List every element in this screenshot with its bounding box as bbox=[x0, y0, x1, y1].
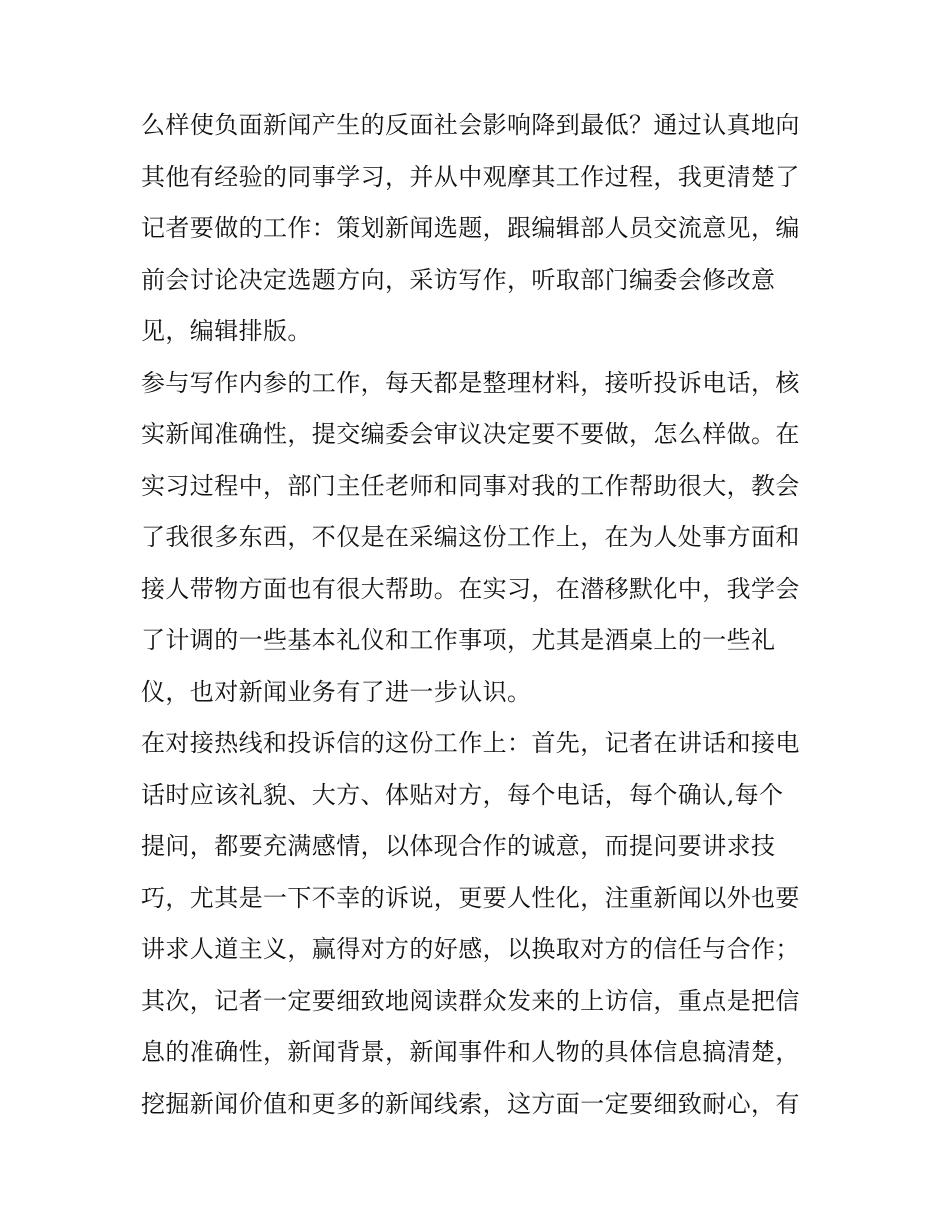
body-text bbox=[141, 100, 821, 1130]
text-line: 在对接热线和投诉信的这份工作上：首先，记者在讲话和接电 bbox=[141, 729, 800, 757]
text-line: 讲求人道主义，赢得对方的好感，以换取对方的信任与合作； bbox=[141, 935, 800, 963]
text-line: 参与写作内参的工作，每天都是整理材料，接听投诉电话，核 bbox=[141, 368, 800, 397]
text-line: 了计调的一些基本礼仪和工作事项，尤其是酒桌上的一些礼 bbox=[141, 626, 776, 654]
text-line: 其次，记者一定要细致地阅读群众发来的上访信，重点是把信 bbox=[141, 986, 800, 1015]
text-line: 么样使负面新闻产生的反面社会影响降到最低？通过认真地向 bbox=[141, 111, 800, 139]
text-line: 前会讨论决定选题方向，采访写作，听取部门编委会修改意 bbox=[141, 265, 776, 294]
text-line: 提问，都要充满感情，以体现合作的诚意，而提问要讲求技 bbox=[141, 832, 776, 860]
text-line: 实新闻准确性，提交编委会审议决定要不要做，怎么样做。在 bbox=[141, 420, 800, 448]
text-line: 息的准确性，新闻背景，新闻事件和人物的具体信息搞清楚， bbox=[141, 1038, 800, 1066]
text-line: 其他有经验的同事学习，并从中观摩其工作过程，我更清楚了 bbox=[141, 162, 800, 191]
text-line: 挖掘新闻价值和更多的新闻线索，这方面一定要细致耐心，有 bbox=[141, 1089, 800, 1118]
text-line: 巧，尤其是一下不幸的诉说，更要人性化，注重新闻以外也要 bbox=[141, 883, 800, 912]
text-line: 记者要做的工作：策划新闻选题，跟编辑部人员交流意见，编 bbox=[141, 214, 800, 242]
text-line: 见，编辑排版。 bbox=[141, 317, 312, 345]
text-line: 仪，也对新闻业务有了进一步认识。 bbox=[141, 677, 532, 706]
text-line: 了我很多东西，不仅是在采编这份工作上，在为人处事方面和 bbox=[141, 523, 800, 551]
text-line: 实习过程中，部门主任老师和同事对我的工作帮助很大，教会 bbox=[141, 471, 800, 500]
text-line: 接人带物方面也有很大帮助。在实习，在潜移默化中，我学会 bbox=[141, 574, 800, 603]
text-line: 话时应该礼貌、大方、体贴对方，每个电话，每个确认,每个 bbox=[141, 780, 784, 809]
